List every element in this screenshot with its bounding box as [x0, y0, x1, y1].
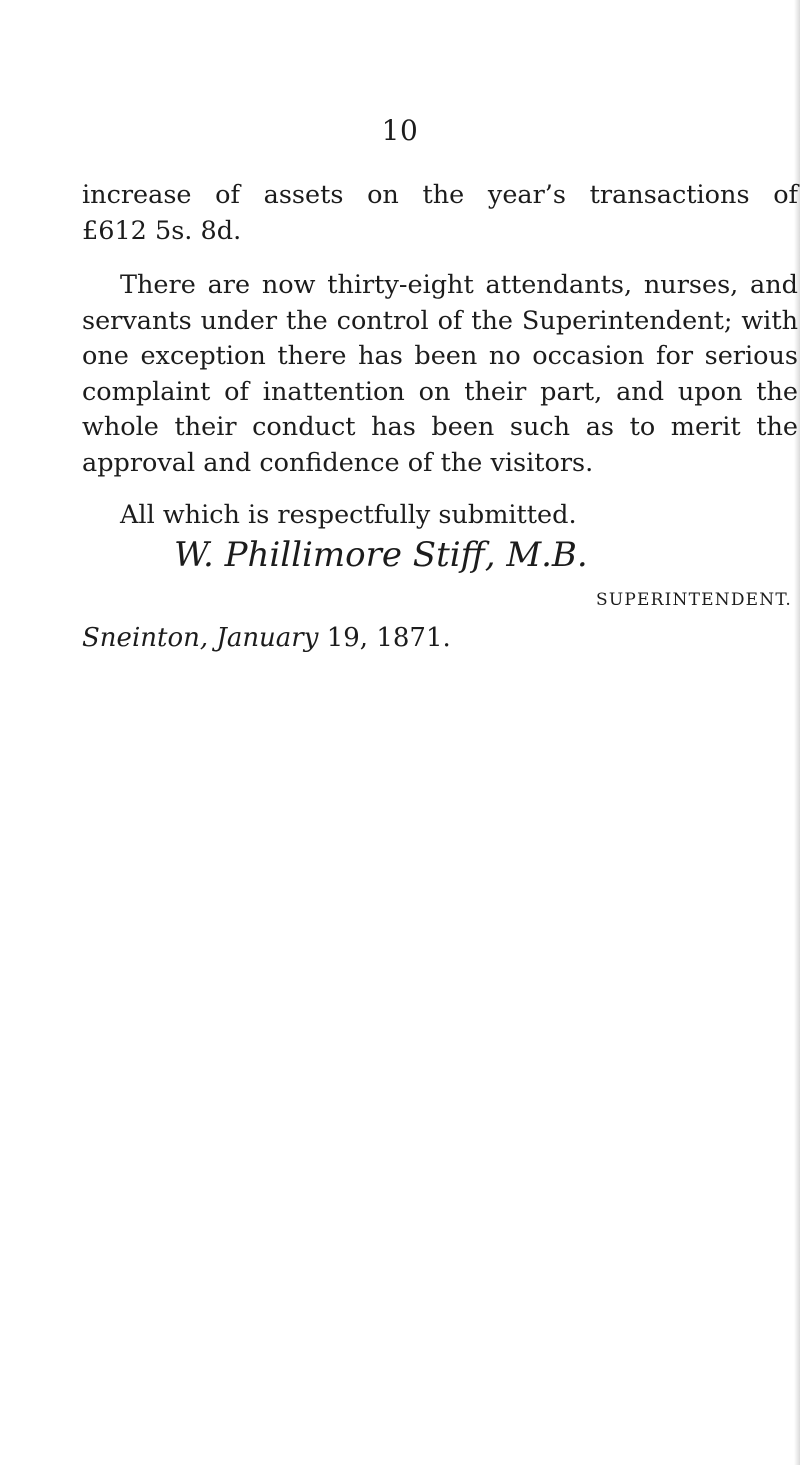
date-day-year: 19, 1871. — [326, 623, 451, 653]
paragraph-assets-line-1: increase of assets on the year’s transactions of — [82, 180, 798, 210]
date-month: January — [216, 623, 319, 653]
date-space — [318, 623, 326, 653]
signature-image — [170, 526, 730, 580]
signature-text: W. Phillimore Stiff, M.B. — [174, 535, 588, 575]
place-name: Sneinton — [82, 623, 200, 653]
place-date-line — [82, 623, 451, 653]
signatory-title: SUPERINTENDENT. — [596, 590, 792, 610]
page-number: 10 — [381, 114, 419, 147]
paragraph-attendants: There are now thirty-eight attendants, nurses, and servants under the control of the Superintendent; with one exception there has been no occasion for serious complaint of inattention on their part, and upon the whole their conduct has been such as to merit the approval and confidence of the visitors. — [82, 270, 798, 478]
signature — [170, 526, 730, 580]
paragraph-attendants-wrapper — [82, 268, 798, 481]
paragraph-assets — [82, 178, 798, 249]
place-separator: , — [199, 623, 217, 653]
paragraph-submission: All which is respectfully submitted. — [120, 500, 577, 530]
paragraph-assets-line-2: £612 5s. 8d. — [82, 215, 242, 246]
